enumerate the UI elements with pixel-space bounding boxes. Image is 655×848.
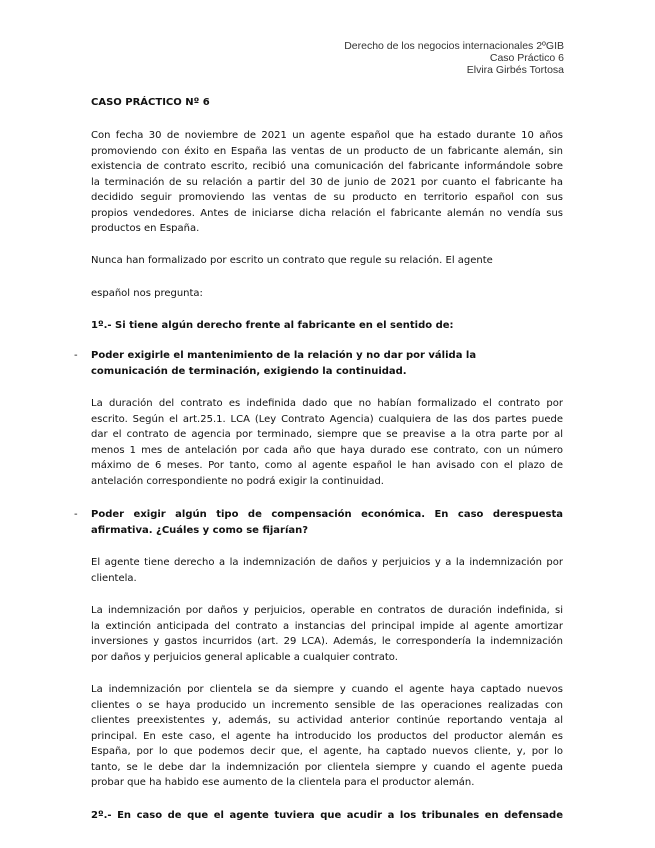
text-line: máximo de 6 meses. Por tanto, como al agente español le han avisado con el plazo de	[91, 460, 563, 471]
document-title: CASO PRÁCTICO Nº 6	[91, 97, 210, 108]
text-line: clientela.	[91, 572, 137, 584]
text-line: escrito. Según el art.25.1. LCA (Ley Contrato Agencia) cualquiera de las dos partes puede	[91, 413, 563, 425]
bullet-marker: -	[74, 509, 78, 520]
text-line: la terminación de su relación a partir del 30 de junio de 2021 por cuanto el fabricante ha	[91, 176, 563, 188]
text-line: menos 1 mes de antelación por cada año que haya durado ese contrato, con un número	[91, 444, 563, 456]
text-line: inversiones y gastos incurridos (art. 29 LCA). Además, le correspondería la indemnización	[91, 636, 563, 647]
text-line: productos en España.	[91, 223, 200, 234]
text-line: propios vendedores. Antes de iniciarse dicha relación el fabricante alemán no vendía sus	[91, 207, 563, 219]
text-line: La duración del contrato es indefinida dado que no habían formalizado el contrato por	[91, 398, 563, 409]
header-author: Elvira Girbés Tortosa	[466, 64, 564, 76]
text-line: afirmativa. ¿Cuáles y como se fijarían?	[91, 524, 309, 536]
text-line: principal. En este caso, el agente ha introducido los productos del productor alemán es	[91, 730, 563, 742]
paragraph-line: Nunca han formalizado por escrito un contrato que regule su relación. El agente	[91, 255, 493, 266]
header-case: Caso Práctico 6	[489, 52, 564, 64]
page-header	[344, 40, 564, 76]
header-course: Derecho de los negocios internacionales 2ºGIB	[344, 40, 564, 52]
paragraph-line: español nos pregunta:	[91, 288, 203, 299]
text-line: clientes preexistentes y, además, su actividad anterior continúe reportando ventaja al	[91, 715, 563, 726]
text-line: clientes o se haya producido un incremento sensible de las operaciones realizadas con	[91, 699, 563, 711]
text-line: existencia de contrato escrito, recibió una comunicación del fabricante informándole sobre	[91, 161, 563, 172]
text-line: España, por lo que podemos decir que, el agente, ha captado nuevos cliente, y, por lo	[91, 746, 563, 757]
question-1-heading: 1º.- Si tiene algún derecho frente al fabricante en el sentido de:	[91, 320, 454, 331]
text-line: decidido seguir promoviendo las ventas de su producto en territorio español con sus	[91, 192, 563, 203]
bullet-marker: -	[74, 350, 78, 361]
text-line: Con fecha 30 de noviembre de 2021 un agente español que ha estado durante 10 años	[91, 130, 563, 141]
text-line: tanto, se le debe dar la indemnización por clientela siempre y cuando el agente pueda	[91, 761, 563, 773]
text-line: La indemnización por clientela se da siempre y cuando el agente haya captado nuevos	[91, 684, 563, 695]
text-line: La indemnización por daños y perjuicios, operable en contratos de duración indefinida, si	[91, 605, 563, 616]
text-line: El agente tiene derecho a la indemnización de daños y perjuicios y a la indemnización por	[91, 557, 563, 568]
text-line: la extinción anticipada del contrato a instancias del principal impide al agente amortizar	[91, 620, 563, 632]
text-line: promoviendo con éxito en España las ventas de un producto de un fabricante alemán, sin	[91, 145, 563, 157]
text-line: Poder exigir algún tipo de compensación económica. En caso derespuesta	[91, 509, 563, 520]
text-line: antelación correspondiente no podrá exigir la continuidad.	[91, 475, 384, 487]
text-line: por daños y perjuicios general aplicable a cualquier contrato.	[91, 651, 398, 663]
text-line: comunicación de terminación, exigiendo la continuidad.	[91, 365, 407, 377]
text-line: dar el contrato de agencia por terminado, siempre que se preavise a la otra parte por al	[91, 429, 563, 440]
text-line: probar que ha habido ese aumento de la clientela para el productor alemán.	[91, 777, 475, 788]
question-2-heading: 2º.- En caso de que el agente tuviera que acudir a los tribunales en defensade	[91, 810, 563, 821]
text-line: Poder exigirle el mantenimiento de la relación y no dar por válida la	[91, 350, 477, 361]
